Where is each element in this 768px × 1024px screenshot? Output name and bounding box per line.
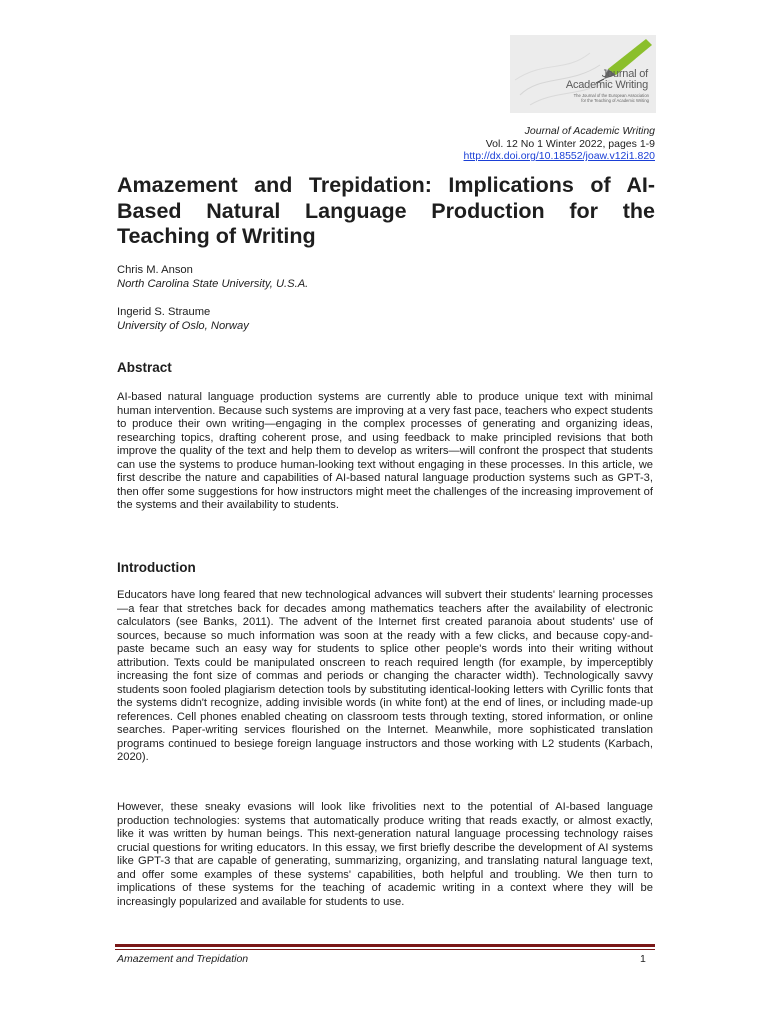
abstract-text: AI-based natural language production systems are currently able to produce unique text with minimal human intervention. Because such systems are improving at a very fast pace, teachers who expect students to produce their own writing—engaging in the complex processes of generating and organizing ideas, researching topics, drafting coherent prose, and using feedback to make principled revisions that both improve the quality of the text and help them to develop as writers—will confront the prospect that students can use the systems to produce human-looking text without engaging in these processes. In this article, we first describe the nature and capabilities of AI-based natural language production systems such as GPT-3, then offer some suggestions for how instructors might meet the challenges of the increasing improvement of the systems and their availability to students. xyxy=(117,391,653,511)
introduction-heading: Introduction xyxy=(117,560,196,575)
author-1 xyxy=(117,264,308,291)
footer-rule-thin xyxy=(115,949,655,950)
page-number: 1 xyxy=(640,953,646,965)
journal-logo xyxy=(510,35,656,113)
logo-title xyxy=(566,69,648,91)
author-2 xyxy=(117,306,249,333)
journal-name: Journal of Academic Writing xyxy=(524,125,655,137)
logo-subtitle-line2: for the Teaching of Academic Writing xyxy=(581,98,649,103)
logo-subtitle xyxy=(539,93,649,103)
journal-volume: Vol. 12 No 1 Winter 2022, pages 1-9 xyxy=(485,137,655,150)
running-title: Amazement and Trepidation xyxy=(117,953,249,965)
author-name: Ingerid S. Straume xyxy=(117,306,211,318)
article-title: Amazement and Trepidation: Implications of AI-Based Natural Language Production for the Teaching of Writing xyxy=(117,173,655,248)
author-affiliation: University of Oslo, Norway xyxy=(117,319,249,332)
intro-paragraph-2: However, these sneaky evasions will look like frivolities next to the potential of AI-based language production technologies: systems that automatically produce writing that reads exactly, or almost exactly, like it was written by human beings. This next-generation natural language processing technology raises crucial questions for writing educators. In this essay, we first briefly describe the development of AI systems like GPT-3 that are capable of generating, summarizing, organizing, and translating natural language text, and offer some examples of these systems' capabilities, both helpful and troubling. We then turn to implications of these systems for the teaching of academic writing in a context where they will be increasingly popularized and available for students to use. xyxy=(117,801,653,908)
logo-subtitle-line1: The Journal of the European Association xyxy=(573,93,649,98)
author-name: Chris M. Anson xyxy=(117,264,193,276)
author-affiliation: North Carolina State University, U.S.A. xyxy=(117,277,309,290)
intro-paragraph-1: Educators have long feared that new technological advances will subvert their students' learning processes—a fear that stretches back for decades among mathematics teachers after the availability of electronic calculators (see Banks, 2011). The advent of the Internet first created paranoia about students' use of sources, because so much information was soon at the ready with a few clicks, and because copy-and-paste became such an easy way for students to splice other people's words into their writing without attribution. Texts could be manipulated onscreen to reach required length (for example, by imperceptibly increasing the font size of commas and periods or changing the character width). Technologically savvy students soon fooled plagiarism detection tools by substituting identical-looking letters with Cyrillic fonts that the systems didn't recognize, adding invisible words (in white font) at the end of lines, or including made-up references. Cell phones enabled cheating on classroom tests through texting, stored information, or online searches. Paper-writing services flourished on the Internet. Meanwhile, more sophisticated translation programs continued to besiege foreign language instructors and those working with L2 students (Karbach, 2020). xyxy=(117,589,653,763)
journal-citation xyxy=(464,125,655,163)
doi-link[interactable]: http://dx.doi.org/10.18552/joaw.v12i1.820 xyxy=(463,150,655,162)
footer-rule-thick xyxy=(115,944,655,947)
logo-title-line1: Journal of xyxy=(601,68,648,80)
logo-title-line2: Academic Writing xyxy=(565,79,648,91)
abstract-heading: Abstract xyxy=(117,360,172,375)
